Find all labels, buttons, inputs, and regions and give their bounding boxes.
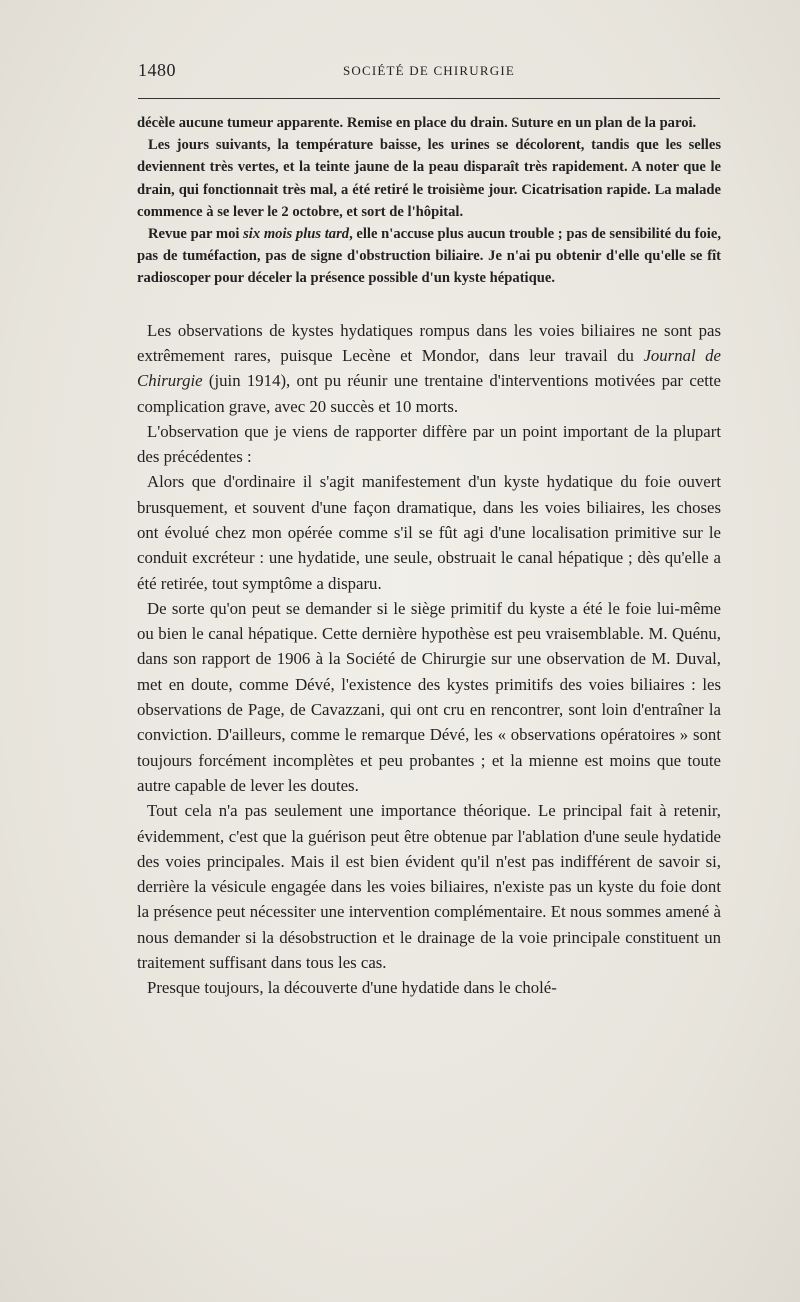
italic-text: Journal de Chirurgie [137,345,721,391]
text-run: (juin 1914), ont pu réunir une trentaine d'interventions motivées par cette complication grave, avec 20 succès et 10 morts. [137,371,721,416]
page-header [138,60,720,86]
case-paragraph: Les jours suivants, la température baisse, les urines se décolorent, tandis que les selles deviennent très vertes, et la teinte jaune de la peau disparaît très rapidement. A noter que le drain, qui fonctionnait très mal, a été retiré le troisième jour. Cicatrisation rapide. La malade commence à se lever le 2 octobre, et sort de l'hôpital. [137,137,721,220]
body-paragraph: Alors que d'ordinaire il s'agit manifestement d'un kyste hydatique du foie ouvert brusquement, et souvent d'une façon dramatique, dans les voies biliaires, les choses ont évolué chez mon opérée comme s'il se fût agi d'une localisation primitive sur le conduit excréteur : une hydatide, une seule, obstruait le canal hépatique ; dès qu'elle a été retirée, tout symptôme a disparu. [137,472,721,593]
case-report [137,112,721,290]
section-gap [137,290,721,318]
page-body [137,112,721,1001]
body-paragraph: Tout cela n'a pas seulement une importance théorique. Le principal fait à retenir, évidemment, c'est que la guérison peut être obtenue par l'ablation d'une seule hydatide des voies principales. Mais il est bien évident qu'il n'est pas indifférent de savoir si, derrière la vésicule engagée dans les voies biliaires, n'existe pas un kyste du foie dont la présence peut nécessiter une intervention complémentaire. Et nous sommes amené à nous demander si la désobstruction et le drainage de la voie principale constituent un traitement suffisant dans tous les cas. [137,801,721,973]
text-run: , elle n'accuse plus aucun trouble ; pas de sensibilité du foie, pas de tuméfaction, pas de signe d'obstruction biliaire. Je n'ai pu obtenir d'elle qu'elle se fît radioscoper pour déceler la présence possible d'un kyste hépatique. [137,226,721,287]
text-run: Revue par moi [148,226,244,243]
body-paragraph [137,318,721,419]
text-run: Les observations de kystes hydatiques rompus dans les voies biliaires ne sont pas extrêmement rares, puisque Lecène et Mondor, dans leur travail du [137,320,721,365]
header-rule [138,98,720,99]
body-paragraph: L'observation que je viens de rapporter diffère par un point important de la plupart des précédentes : [137,421,721,467]
body-paragraph: Presque toujours, la découverte d'une hydatide dans le cholé- [147,978,557,998]
page-number: 1480 [138,60,176,80]
running-title: SOCIÉTÉ DE CHIRURGIE [342,63,516,78]
body-paragraph: De sorte qu'on peut se demander si le siège primitif du kyste a été le foie lui-même ou bien le canal hépatique. Cette dernière hypothèse est peu vraisemblable. M. Quénu, dans son rapport de 1906 à la Société de Chirurgie sur une observation de M. Duval, met en doute, comme Dévé, l'existence des kystes primitifs des voies biliaires : les observations de Page, de Cavazzani, qui ont cru en rencontrer, sont loin d'entraîner la conviction. D'ailleurs, comme le remarque Dévé, les « observations opératoires » sont toujours forcément incomplètes et peu probantes ; et la mienne est moins que toute autre capable de lever les doutes. [137,598,721,795]
case-paragraph [137,223,721,290]
case-paragraph: décèle aucune tumeur apparente. Remise en place du drain. Suture en un plan de la paroi. [137,115,697,131]
italic-text: six mois plus tard [243,226,350,243]
discussion [137,318,721,1001]
